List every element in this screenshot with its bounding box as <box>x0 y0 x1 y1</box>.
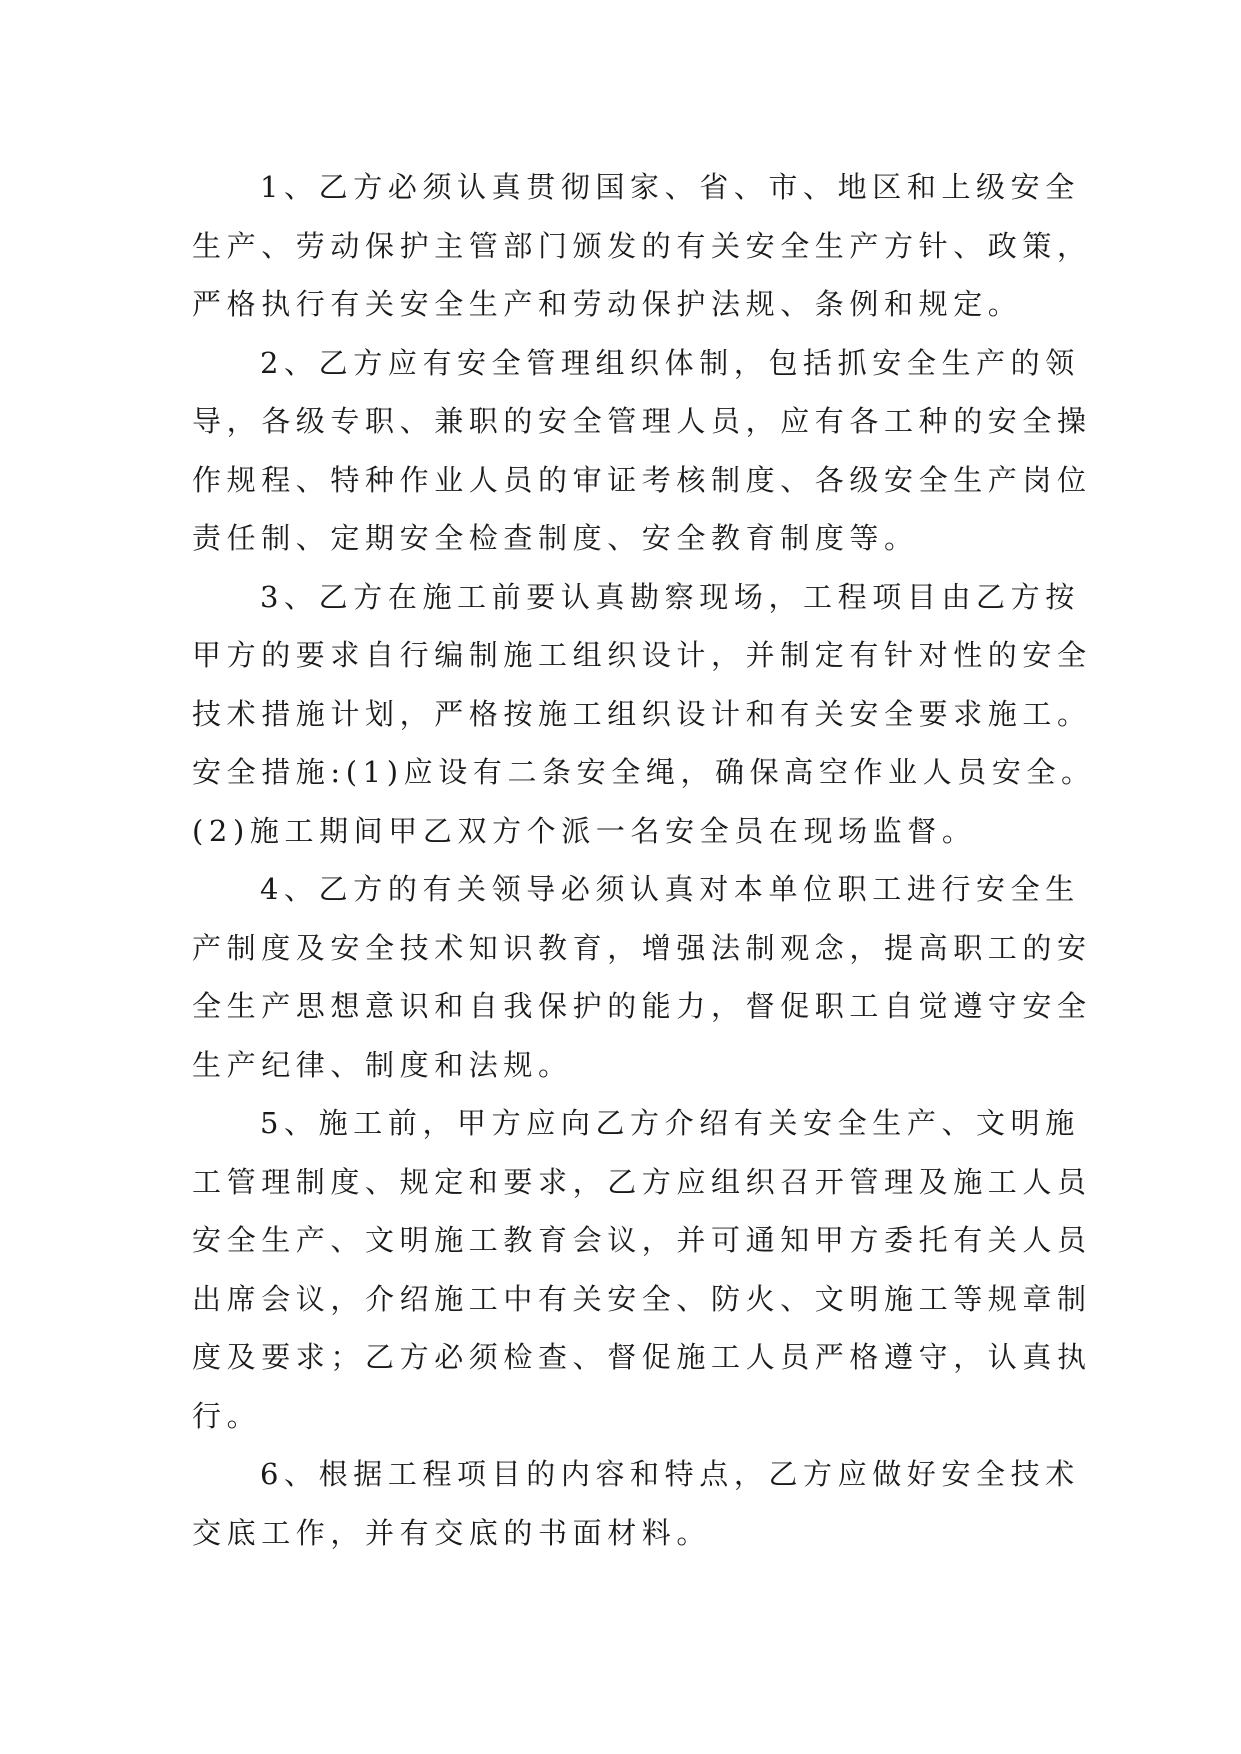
paragraph-line: 工管理制度、规定和要求，乙方应组织召开管理及施工人员 <box>192 1164 1092 1199</box>
paragraph-line: 安全措施:(1)应设有二条安全绳，确保高空作业人员安全。 <box>192 755 1096 789</box>
paragraph-line: 导，各级专职、兼职的安全管理人员，应有各工种的安全操 <box>192 404 1092 438</box>
paragraph-line: 3、乙方在施工前要认真勘察现场，工程项目由乙方按 <box>260 579 1080 614</box>
paragraph-line: 安全生产、文明施工教育会议，并可通知甲方委托有关人员 <box>192 1223 1092 1257</box>
paragraph-line: 4、乙方的有关领导必须认真对本单位职工进行安全生 <box>260 872 1080 906</box>
paragraph-line: 1、乙方必须认真贯彻国家、省、市、地区和上级安全 <box>260 170 1080 204</box>
paragraph-line: 交底工作，并有交底的书面材料。 <box>192 1515 712 1550</box>
paragraph-line: 度及要求；乙方必须检查、督促施工人员严格遵守，认真执 <box>192 1340 1092 1374</box>
paragraph-line: 严格执行有关安全生产和劳动保护法规、条例和规定。 <box>192 287 1023 321</box>
paragraph-4 <box>192 860 1092 1094</box>
paragraph-line: 甲方的要求自行编制施工组织设计，并制定有针对性的安全 <box>192 638 1092 672</box>
paragraph-line: 作规程、特种作业人员的审证考核制度、各级安全生产岗位 <box>192 462 1092 497</box>
paragraph-line: 出席会议，介绍施工中有关安全、防火、文明施工等规章制 <box>192 1281 1092 1316</box>
paragraph-line: 行。 <box>192 1398 262 1433</box>
paragraph-3 <box>192 568 1096 861</box>
document-body <box>192 158 1096 1562</box>
paragraph-line: 2、乙方应有安全管理组织体制，包括抓安全生产的领 <box>260 345 1080 380</box>
paragraph-line: 生产、劳动保护主管部门颁发的有关安全生产方针、政策， <box>192 228 1092 263</box>
paragraph-line: 责任制、定期安全检查制度、安全教育制度等。 <box>192 521 919 555</box>
paragraph-1 <box>192 158 1092 334</box>
paragraph-line: 全生产思想意识和自我保护的能力，督促职工自觉遵守安全 <box>192 989 1092 1023</box>
paragraph-line: 生产纪律、制度和法规。 <box>192 1047 573 1082</box>
paragraph-line: 6、根据工程项目的内容和特点，乙方应做好安全技术 <box>260 1457 1080 1491</box>
paragraph-line: 5、施工前，甲方应向乙方介绍有关安全生产、文明施 <box>260 1106 1080 1140</box>
paragraph-line: (2)施工期间甲乙双方个派一名安全员在现场监督。 <box>192 813 977 848</box>
paragraph-6 <box>192 1445 1080 1562</box>
paragraph-line: 产制度及安全技术知识教育，增强法制观念，提高职工的安 <box>192 930 1092 965</box>
paragraph-2 <box>192 334 1092 568</box>
paragraph-5 <box>192 1094 1092 1445</box>
paragraph-line: 技术措施计划，严格按施工组织设计和有关安全要求施工。 <box>192 696 1092 731</box>
